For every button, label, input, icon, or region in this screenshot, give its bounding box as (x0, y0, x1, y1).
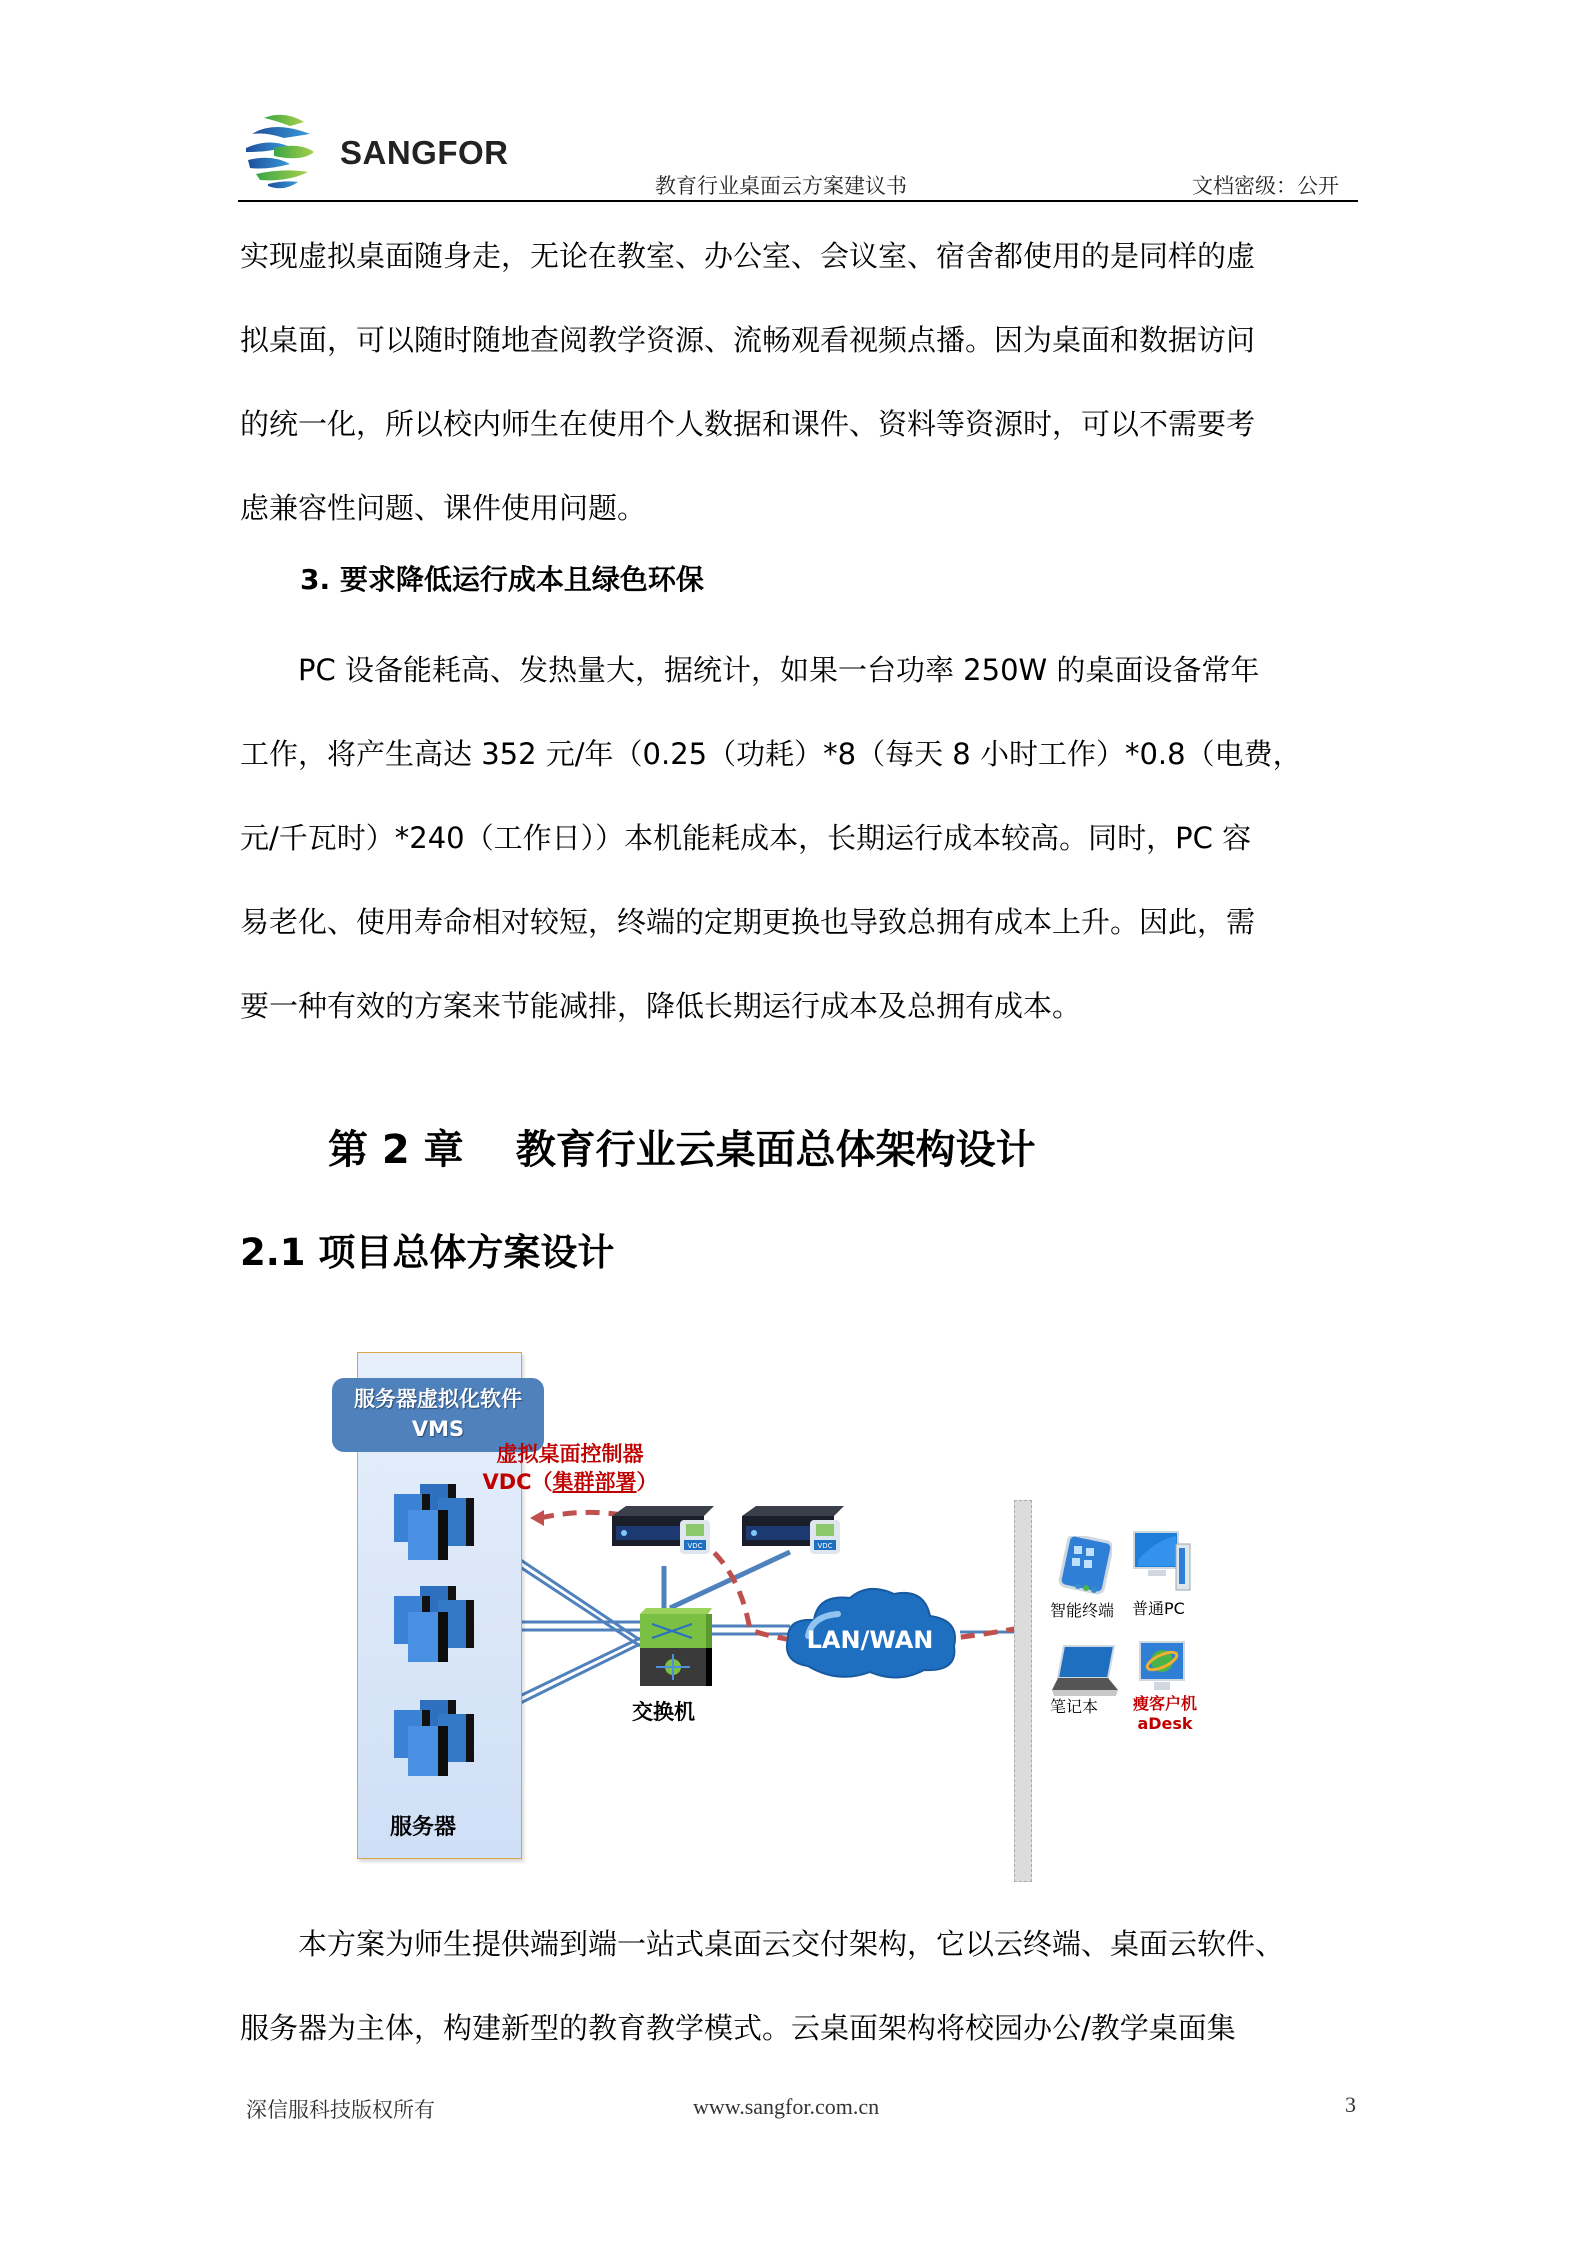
vms-abbrev: VMS (411, 1417, 465, 1441)
chapter-title: 教育行业云桌面总体架构设计 (515, 1127, 1036, 1173)
page-number: 3 (1345, 2092, 1356, 2117)
footer-copyright: 深信服科技版权所有 (246, 2098, 435, 2122)
text-line: 工作，将产生高达 352 元/年（0.25（功耗）*8（每天 8 小时工作）*0.8（电费， (240, 737, 1302, 771)
text-line: PC 设备能耗高、发热量大，据统计，如果一台功率 250W 的桌面设备常年 (298, 653, 1260, 687)
text-line: 要一种有效的方案来节能减排，降低长期运行成本及总拥有成本。 (240, 989, 1082, 1023)
paragraph-solution-overview (240, 1902, 1360, 2070)
vdc-cluster-label: 集群部署 (552, 1470, 637, 1494)
svg-text:VDC: VDC (817, 1542, 833, 1550)
laptop-icon (1050, 1644, 1120, 1698)
item-heading-3: 3. 要求降低运行成本且绿色环保 (300, 563, 704, 596)
cloud-icon (778, 1576, 968, 1686)
text-line: 的统一化，所以校内师生在使用个人数据和课件、资料等资源时，可以不需要考 (240, 407, 1256, 441)
text-line: 易老化、使用寿命相对较短，终端的定期更换也导致总拥有成本上升。因此，需 (240, 905, 1256, 939)
text-line: 元/千瓦时）*240（工作日））本机能耗成本，长期运行成本较高。同时，PC 容 (240, 821, 1252, 855)
text-line: 服务器为主体，构建新型的教育教学模式。云桌面架构将校园办公/教学桌面集 (240, 2011, 1236, 2045)
text-line: 本方案为师生提供端到端一站式桌面云交付架构，它以云终端、桌面云软件、 (298, 1927, 1285, 1961)
servers-label: 服务器 (390, 1815, 457, 1840)
switch-label: 交换机 (632, 1700, 695, 1724)
logo-wordmark: SANGFOR (340, 134, 509, 171)
paragraph-mobile-desktop (240, 214, 1360, 550)
chapter-number: 第 2 章 (328, 1127, 464, 1173)
desktop-pc-icon (1132, 1530, 1192, 1592)
text-line: 实现虚拟桌面随身走，无论在教室、办公室、会议室、宿舍都使用的是同样的虚 (240, 239, 1256, 273)
text-line: 拟桌面，可以随时随地查阅教学资源、流畅观看视频点播。因为桌面和数据访问 (240, 323, 1256, 357)
chapter-heading (328, 1118, 1036, 1175)
document-title: 教育行业桌面云方案建议书 (655, 174, 907, 198)
switch-icon (638, 1608, 714, 1688)
server-cluster-icon (390, 1584, 480, 1664)
thin-client-label: 瘦客户机 aDesk (1132, 1694, 1197, 1733)
svg-text:VDC: VDC (687, 1542, 703, 1550)
vdc-appliance-icon (738, 1504, 848, 1566)
section-heading: 2.1 项目总体方案设计 (240, 1231, 615, 1274)
cloud-label: LAN/WAN (806, 1626, 934, 1654)
vdc-title-line2: VDC（集群部署） (482, 1470, 658, 1494)
architecture-diagram (320, 1340, 1280, 1880)
footer-website-link[interactable]: www.sangfor.com.cn (693, 2094, 880, 2119)
vdc-title (450, 1440, 690, 1496)
classification-label: 文档密级：公开 (1192, 174, 1339, 198)
text-line: 虑兼容性问题、课件使用问题。 (240, 491, 647, 525)
vdc-title-line1: 虚拟桌面控制器 (496, 1442, 644, 1466)
sangfor-logo-icon (244, 110, 316, 192)
smart-terminal-icon (1056, 1536, 1112, 1596)
header-divider (238, 200, 1358, 202)
pc-label: 普通PC (1132, 1599, 1185, 1618)
paragraph-energy-cost (240, 628, 1360, 1048)
laptop-label: 笔记本 (1050, 1697, 1099, 1716)
server-cluster-icon (390, 1698, 480, 1778)
vms-title: 服务器虚拟化软件 (354, 1387, 522, 1411)
vdc-appliance-icon (608, 1504, 718, 1566)
smart-terminal-label: 智能终端 (1050, 1601, 1115, 1620)
access-boundary-divider (1014, 1500, 1032, 1882)
thin-client-icon (1138, 1640, 1188, 1694)
